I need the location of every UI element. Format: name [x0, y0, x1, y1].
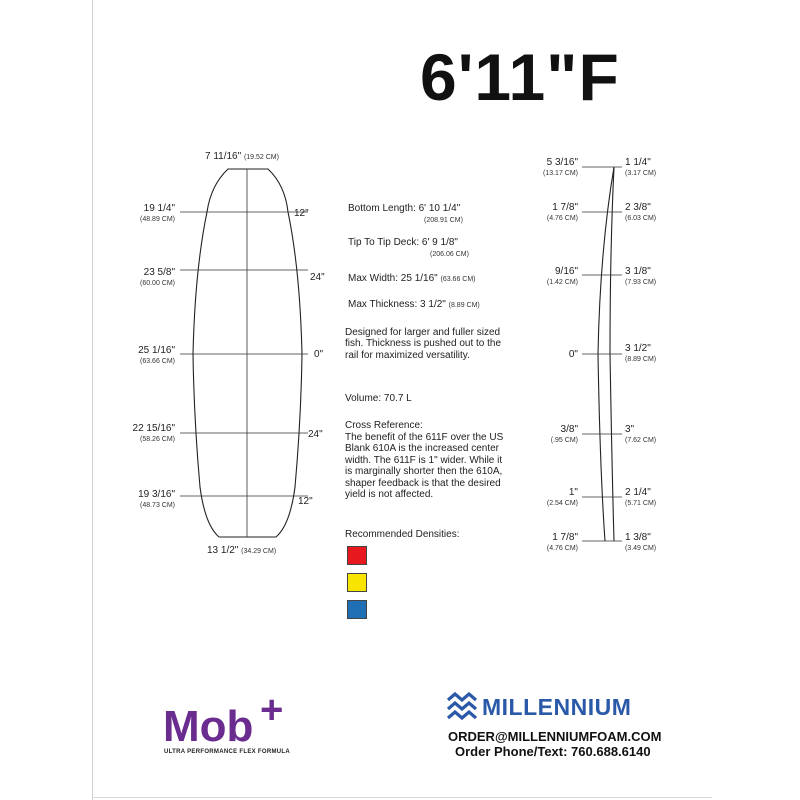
rocker-left-cm-6: (2.54 CM) [546, 500, 578, 507]
densities-heading: Recommended Densities: [345, 529, 460, 540]
rocker-left-cm-5: (.95 CM) [550, 437, 578, 444]
bottom-length-cm: (208.91 CM) [424, 217, 463, 224]
tip-to-tip-cm: (206.06 CM) [430, 251, 469, 258]
width-label-5: 19 3/16" [138, 489, 175, 500]
rocker-right-label-7: 1 3/8" [625, 532, 651, 543]
order-phone[interactable]: Order Phone/Text: 760.688.6140 [455, 744, 651, 759]
station-label-1: 12" [294, 208, 309, 219]
rocker-left-label-6: 1" [568, 487, 578, 498]
width-cm-4: (58.26 CM) [139, 436, 175, 443]
width-label-4: 22 15/16" [132, 423, 175, 434]
millennium-logo-text: MILLENNIUM [482, 694, 632, 720]
density-swatch-red [347, 546, 367, 565]
rocker-right-cm-4: (8.89 CM) [625, 356, 657, 363]
bottom-length: Bottom Length: 6' 10 1/4" [348, 203, 461, 214]
max-width: Max Width: 25 1/16" (63.66 CM) [348, 273, 476, 284]
tip-to-tip: Tip To Tip Deck: 6' 9 1/8" [348, 237, 458, 248]
rocker-left-label-4: 0" [568, 349, 578, 360]
mob-tagline: ULTRA PERFORMANCE FLEX FORMULA [164, 749, 290, 755]
rocker-right-cm-5: (7.62 CM) [625, 437, 657, 444]
width-cm-2: (60.00 CM) [139, 280, 175, 287]
width-label-3: 25 1/16" [138, 345, 175, 356]
rocker-left-label-2: 1 7/8" [552, 202, 578, 213]
rocker-right-label-4: 3 1/2" [625, 343, 651, 354]
rocker-right-label-6: 2 1/4" [625, 487, 651, 498]
description: Designed for larger and fuller sized fish. Thickness is pushed out to the rail for maximized versatility. [345, 327, 502, 361]
tail-width-label: 13 1/2" (34.29 CM) [207, 545, 277, 556]
rocker-left-label-3: 9/16" [554, 266, 578, 277]
rocker-right-cm-6: (5.71 CM) [625, 500, 657, 507]
rocker-left-label-5: 3/8" [560, 424, 578, 435]
volume: Volume: 70.7 L [345, 393, 412, 404]
board-outline [193, 169, 302, 537]
width-cm-3: (63.66 CM) [139, 358, 175, 365]
order-email[interactable]: ORDER@MILLENNIUMFOAM.COM [448, 729, 662, 744]
rocker-right-label-2: 2 3/8" [625, 202, 651, 213]
width-cm-1: (48.89 CM) [139, 216, 175, 223]
width-cm-5: (48.73 CM) [139, 502, 175, 509]
rocker-right-cm-7: (3.49 CM) [625, 545, 657, 552]
rocker-left-cm-2: (4.76 CM) [546, 215, 578, 222]
page-title: 6'11"F [420, 40, 620, 114]
rocker-right-label-3: 3 1/8" [625, 266, 651, 277]
cross-reference-text: The benefit of the 611F over the US Blank 610A is the increased center width. The 611F is 1" wider. While it is marginally shorter then the 610A, shaper feedback is that the desired yield is not affected. [345, 432, 504, 501]
density-swatch-yellow [347, 573, 367, 592]
mob-logo-plus: + [260, 688, 284, 732]
rocker-right-label-5: 3" [625, 424, 635, 435]
station-label-2: 24" [310, 272, 325, 283]
rocker-right-cm-2: (6.03 CM) [625, 215, 657, 222]
rocker-left-label-7: 1 7/8" [552, 532, 578, 543]
rocker-left-cm-3: (1.42 CM) [546, 279, 578, 286]
rocker-left-cm-7: (4.76 CM) [546, 545, 578, 552]
rocker-right-cm-1: (3.17 CM) [625, 170, 657, 177]
nose-width-label: 7 11/16" (19.52 CM) [205, 151, 279, 162]
max-thickness: Max Thickness: 3 1/2" (8.89 CM) [348, 299, 480, 310]
rocker-right-cm-3: (7.93 CM) [625, 279, 657, 286]
width-label-2: 23 5/8" [143, 267, 175, 278]
rocker-left-label-1: 5 3/16" [546, 157, 578, 168]
station-label-4: 24" [308, 429, 323, 440]
station-label-5: 12" [298, 496, 313, 507]
rocker-right-label-1: 1 1/4" [625, 157, 651, 168]
millennium-logo-icon [446, 692, 480, 724]
width-label-1: 19 1/4" [143, 203, 175, 214]
mob-logo-text: Mob [163, 702, 254, 751]
station-label-3: 0" [314, 349, 324, 360]
rocker-left-cm-1: (13.17 CM) [542, 170, 578, 177]
density-swatch-blue [347, 600, 367, 619]
cross-reference-heading: Cross Reference: [345, 420, 423, 431]
